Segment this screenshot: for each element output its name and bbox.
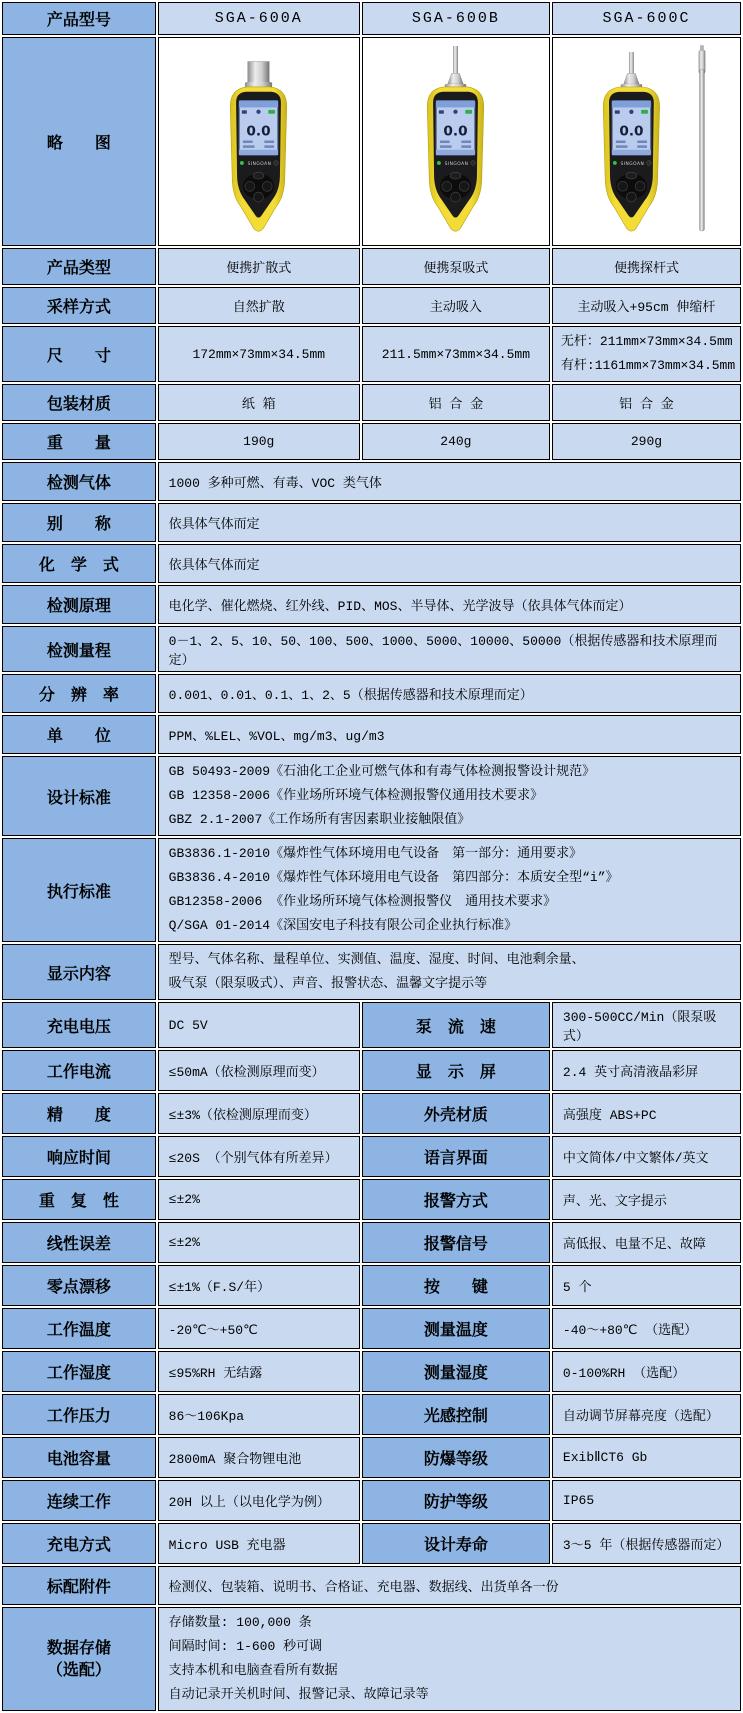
table-row: [2, 756, 741, 836]
standard-line: GB3836.1-2010《爆炸性气体环境用电气设备 第一部分：通用要求》: [168, 846, 583, 861]
row-label: 略 图: [2, 37, 156, 246]
row-value: ≤±1%（F.S/年）: [158, 1265, 360, 1306]
row-label: 显示内容: [2, 944, 156, 1000]
row-value: 依具体气体而定: [158, 503, 741, 542]
row-label: 工作电流: [2, 1050, 156, 1091]
model-c: SGA-600C: [552, 2, 741, 35]
pump-probe: [621, 52, 642, 90]
brand-label: SINGOAN: [620, 161, 645, 167]
label-line: 数据存储: [46, 1638, 111, 1657]
row-value: [158, 1607, 741, 1711]
row-label: [2, 1607, 156, 1711]
model-b: SGA-600B: [362, 2, 550, 35]
device-photo-sga-600b: [397, 44, 514, 239]
row-label: 执行标准: [2, 838, 156, 942]
screen-value: 0.0: [619, 123, 644, 140]
cell-b: 铝 合 金: [362, 384, 550, 421]
table-row: [2, 585, 741, 624]
table-row: [2, 1607, 741, 1711]
cell-b: 便携泵吸式: [362, 248, 550, 285]
table-row: [2, 1265, 741, 1306]
cell-c: 主动吸入+95cm 伸缩杆: [552, 287, 741, 324]
storage-line: 存储数量: 100,000 条: [168, 1615, 312, 1630]
screen-value: 0.0: [443, 123, 468, 140]
row-label: 充电电压: [2, 1002, 156, 1048]
row-label: 线性误差: [2, 1222, 156, 1263]
row-label: 工作湿度: [2, 1351, 156, 1392]
row-label: 包装材质: [2, 384, 156, 421]
row-value: ≤±2%: [158, 1179, 360, 1220]
row-value-2: 0-100%RH （选配）: [552, 1351, 741, 1392]
cell-b: 211.5mm×73mm×34.5mm: [362, 326, 550, 382]
cell-b: 240g: [362, 423, 550, 460]
table-row: [2, 1002, 741, 1048]
row-label: 工作温度: [2, 1308, 156, 1349]
table-row: [2, 1394, 741, 1435]
size-line: 有杆:1161mm×73mm×34.5mm: [560, 358, 736, 373]
row-label-2: 显 示 屏: [362, 1050, 550, 1091]
inlet-cap: [245, 62, 272, 88]
cell-b: 主动吸入: [362, 287, 550, 324]
row-label: 产品类型: [2, 248, 156, 285]
row-label-2: 测量温度: [362, 1308, 550, 1349]
cell-a: 便携扩散式: [158, 248, 360, 285]
row-value: ≤50mA（依检测原理而变）: [158, 1050, 360, 1091]
row-value: ≤±3%（依检测原理而变）: [158, 1093, 360, 1134]
row-value: [158, 838, 741, 942]
table-row: [2, 287, 741, 324]
table-row: [2, 944, 741, 1000]
standard-line: Q/SGA 01-2014《深国安电子科技有限公司企业执行标准》: [168, 918, 518, 933]
table-row: [2, 1437, 741, 1478]
row-value-2: IP65: [552, 1480, 741, 1521]
power-led: [437, 161, 441, 165]
row-value: 20H 以上（以电化学为例）: [158, 1480, 360, 1521]
row-label: 充电方式: [2, 1523, 156, 1564]
size-line: 无杆：211mm×73mm×34.5mm: [560, 334, 733, 349]
row-label: 重 量: [2, 423, 156, 460]
device-body: [604, 87, 660, 231]
row-label: 分 辨 率: [2, 674, 156, 713]
row-value-2: 高低报、电量不足、故障: [552, 1222, 741, 1263]
row-label-2: 光感控制: [362, 1394, 550, 1435]
device-photo-sga-600a: [200, 44, 317, 239]
model-a: SGA-600A: [158, 2, 360, 35]
storage-line: 支持本机和电脑查看所有数据: [168, 1663, 338, 1678]
row-label: 别 称: [2, 503, 156, 542]
row-value: DC 5V: [158, 1002, 360, 1048]
power-led: [613, 161, 617, 165]
storage-line: 自动记录开关机时间、报警记录、故障记录等: [168, 1687, 429, 1702]
row-value: [158, 756, 741, 836]
cell-c: 铝 合 金: [552, 384, 741, 421]
table-row: [2, 838, 741, 942]
row-label: 单 位: [2, 715, 156, 754]
row-label: 检测原理: [2, 585, 156, 624]
row-value: 1000 多种可燃、有毒、VOC 类气体: [158, 462, 741, 501]
row-value: 86～106Kpa: [158, 1394, 360, 1435]
label-line: （选配）: [46, 1660, 111, 1679]
row-label-2: 设计寿命: [362, 1523, 550, 1564]
screen-value: 0.0: [246, 123, 271, 140]
table-row: [2, 544, 741, 583]
row-label: 工作压力: [2, 1394, 156, 1435]
row-value-2: 5 个: [552, 1265, 741, 1306]
row-value: 2800mA 聚合物锂电池: [158, 1437, 360, 1478]
row-label: 化 学 式: [2, 544, 156, 583]
table-row: [2, 674, 741, 713]
row-label-2: 防护等级: [362, 1480, 550, 1521]
table-row: [2, 1566, 741, 1605]
table-row: [2, 1179, 741, 1220]
row-label: 电池容量: [2, 1437, 156, 1478]
table-row: [2, 503, 741, 542]
table-row: [2, 1050, 741, 1091]
standard-line: GB3836.4-2010《爆炸性气体环境用电气设备 第四部分：本质安全型“i”》: [168, 870, 619, 885]
row-value-2: 2.4 英寸高清液晶彩屏: [552, 1050, 741, 1091]
row-value: 0－1、2、5、10、50、100、500、1000、5000、10000、50000（根据传感器和技术原理而定）: [158, 626, 741, 672]
row-label: 检测量程: [2, 626, 156, 672]
row-value-2: 声、光、文字提示: [552, 1179, 741, 1220]
row-label: 响应时间: [2, 1136, 156, 1177]
cell-c: 290g: [552, 423, 741, 460]
table-row: [2, 462, 741, 501]
table-row: [2, 626, 741, 672]
cell-a: 纸 箱: [158, 384, 360, 421]
standard-line: GBZ 2.1-2007《工作场所有害因素职业接触限值》: [168, 812, 471, 827]
row-label: 检测气体: [2, 462, 156, 501]
product-photo-cell-b: [362, 37, 550, 246]
pump-probe: [445, 46, 466, 90]
table-row: [2, 1093, 741, 1134]
row-value-2: 300-500CC/Min（限泵吸式）: [552, 1002, 741, 1048]
table-row: [2, 423, 741, 460]
row-value-2: 3～5 年（根据传感器而定）: [552, 1523, 741, 1564]
product-photo-cell-c: [552, 37, 741, 246]
standard-line: GB 50493-2009《石油化工企业可燃气体和有毒气体检测报警设计规范》: [168, 764, 596, 779]
row-value: [158, 944, 741, 1000]
row-value: 依具体气体而定: [158, 544, 741, 583]
row-label: 标配附件: [2, 1566, 156, 1605]
table-row-photos: [2, 37, 741, 246]
cell-a: 190g: [158, 423, 360, 460]
display-line: 吸气泵（限泵吸式）、声音、报警状态、温馨文字提示等: [168, 976, 488, 991]
table-row: [2, 1136, 741, 1177]
telescopic-rod: [699, 45, 706, 231]
row-value: -20℃～+50℃: [158, 1308, 360, 1349]
row-value: ≤±2%: [158, 1222, 360, 1263]
device-body: [230, 87, 287, 231]
table-row: [2, 1308, 741, 1349]
row-value: Micro USB 充电器: [158, 1523, 360, 1564]
row-value-2: 自动调节屏幕亮度（选配）: [552, 1394, 741, 1435]
storage-line: 间隔时间: 1-600 秒可调: [168, 1639, 323, 1654]
table-row: [2, 1480, 741, 1521]
row-value: 0.001、0.01、0.1、1、2、5（根据传感器和技术原理而定）: [158, 674, 741, 713]
row-value-2: 高强度 ABS+PC: [552, 1093, 741, 1134]
row-label-2: 报警方式: [362, 1179, 550, 1220]
row-label: 产品型号: [2, 2, 156, 35]
standard-line: GB12358-2006 《作业场所环境气体检测报警仪 通用技术要求》: [168, 894, 557, 909]
table-row: [2, 1523, 741, 1564]
row-value: ≤20S （个别气体有所差异）: [158, 1136, 360, 1177]
row-label: 精 度: [2, 1093, 156, 1134]
row-label-2: 测量湿度: [362, 1351, 550, 1392]
row-label: 重 复 性: [2, 1179, 156, 1220]
row-label-2: 语言界面: [362, 1136, 550, 1177]
display-line: 型号、气体名称、量程单位、实测值、温度、湿度、时间、电池剩余量、: [168, 952, 585, 967]
device-body: [428, 87, 485, 231]
row-label-2: 防爆等级: [362, 1437, 550, 1478]
cell-c: 便携探杆式: [552, 248, 741, 285]
cell-a: 自然扩散: [158, 287, 360, 324]
table-row: [2, 1222, 741, 1263]
cell-a: 172mm×73mm×34.5mm: [158, 326, 360, 382]
row-label: 连续工作: [2, 1480, 156, 1521]
row-value-2: -40～+80℃ （选配）: [552, 1308, 741, 1349]
row-label: 尺 寸: [2, 326, 156, 382]
table-row: [2, 326, 741, 382]
cell-c: [552, 326, 741, 382]
row-label-2: 外壳材质: [362, 1093, 550, 1134]
row-value: 电化学、催化燃烧、红外线、PID、MOS、半导体、光学波导（依具体气体而定）: [158, 585, 741, 624]
brand-label: SINGOAN: [247, 161, 272, 167]
standard-line: GB 12358-2006《作业场所环境气体检测报警仪通用技术要求》: [168, 788, 544, 803]
row-label: 设计标准: [2, 756, 156, 836]
row-value-2: 中文简体/中文繁体/英文: [552, 1136, 741, 1177]
table-row: [2, 1351, 741, 1392]
row-label: 采样方式: [2, 287, 156, 324]
row-label: 零点漂移: [2, 1265, 156, 1306]
power-led: [240, 161, 244, 165]
table-row: [2, 384, 741, 421]
row-value-2: ExibⅡCT6 Gb: [552, 1437, 741, 1478]
row-value: ≤95%RH 无结露: [158, 1351, 360, 1392]
table-row: [2, 248, 741, 285]
row-value: PPM、%LEL、%VOL、mg/m3、ug/m3: [158, 715, 741, 754]
table-row-model: [2, 2, 741, 35]
brand-label: SINGOAN: [444, 161, 469, 167]
row-label-2: 泵 流 速: [362, 1002, 550, 1048]
row-value: 检测仪、包装箱、说明书、合格证、充电器、数据线、出货单各一份: [158, 1566, 741, 1605]
row-label-2: 报警信号: [362, 1222, 550, 1263]
row-label-2: 按 键: [362, 1265, 550, 1306]
device-photo-sga-600c: [573, 44, 719, 239]
table-row: [2, 715, 741, 754]
product-photo-cell-a: [158, 37, 360, 246]
